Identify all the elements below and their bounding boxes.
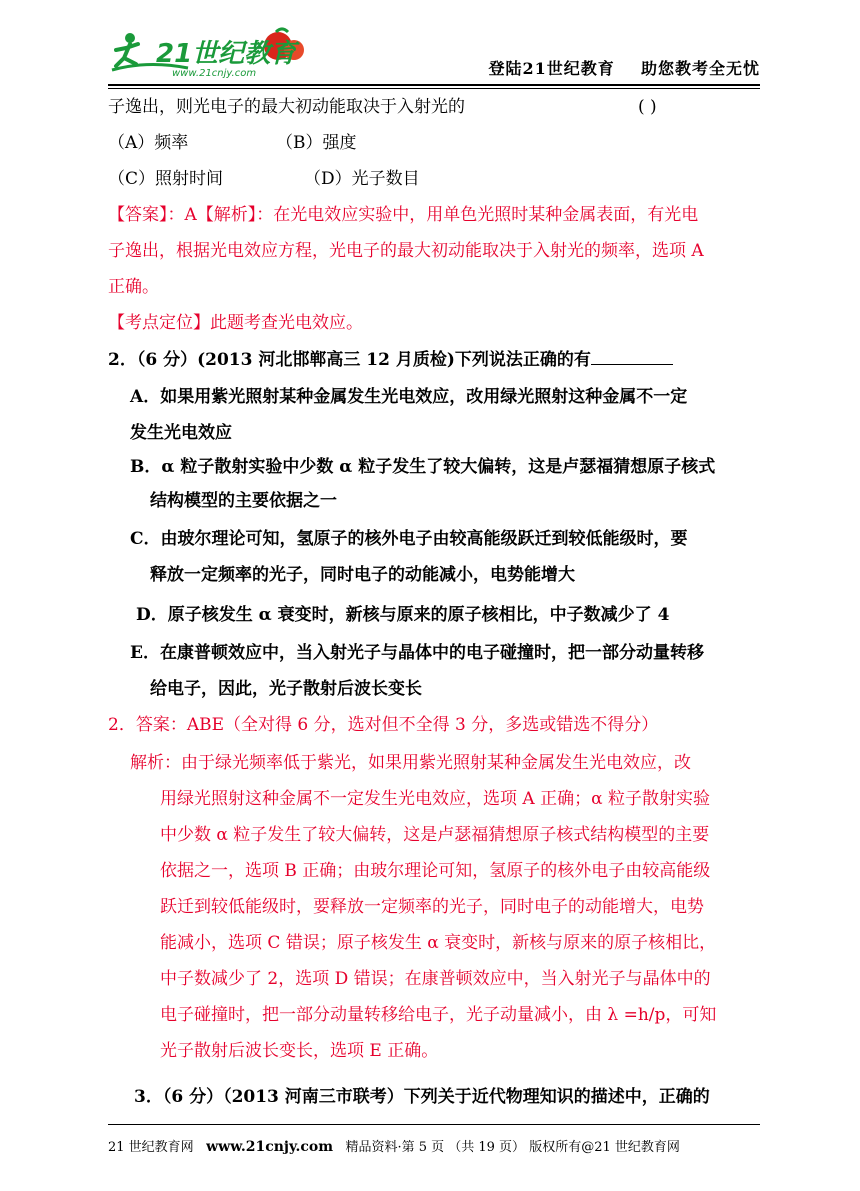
q1-stem: 子逸出，则光电子的最大初动能取决于入射光的: [108, 97, 465, 117]
footer-text: [108, 1136, 680, 1155]
q2-explanation-line3: 中少数 α 粒子发生了较大偏转，这是卢瑟福猜想原子核式结构模型的主要: [160, 825, 710, 845]
page-footer: [108, 1124, 760, 1164]
q2-option-c-line1: C．由玻尔理论可知，氢原子的核外电子由较高能级跃迁到较低能级时，要: [130, 529, 688, 549]
footer-url[interactable]: www.21cnjy.com: [206, 1139, 334, 1155]
q1-answer-line3: 正确。: [108, 277, 159, 297]
q1-option-c: （C）照射时间: [108, 169, 224, 189]
q2-explanation-line9: 光子散射后波长变长，选项 E 正确。: [160, 1041, 439, 1061]
site-logo: [108, 24, 318, 84]
q2-option-c-line2: 释放一定频率的光子，同时电子的动能减小，电势能增大: [150, 565, 575, 585]
q2-explanation-line7: 中子数减少了 2，选项 D 错误；在康普顿效应中，当入射光子与晶体中的: [160, 969, 711, 989]
q2-stem-text: 2．（6 分）(2013 河北邯郸高三 12 月质检)下列说法正确的有: [108, 350, 591, 370]
footer-site: 21 世纪教育网: [108, 1140, 194, 1155]
logo-url: www.21cnjy.com: [172, 68, 257, 79]
q2-explanation-line6: 能减小，选项 C 错误；原子核发生 α 衰变时，新核与原来的原子核相比，: [160, 933, 717, 953]
q2-option-b-line2: 结构模型的主要依据之一: [150, 491, 337, 511]
q1-answer-line2: 子逸出，根据光电效应方程，光电子的最大初动能取决于入射光的频率，选项 A: [108, 241, 704, 261]
footer-rule: [108, 1124, 760, 1125]
q2-option-a-line1: A．如果用紫光照射某种金属发生光电效应，改用绿光照射这种金属不一定: [130, 387, 688, 407]
logo-text: 21世纪教育: [156, 39, 297, 69]
header-rule-thin: [108, 88, 760, 89]
q2-option-a-line2: 发生光电效应: [130, 423, 232, 443]
q1-answer-line1: 【答案】：A【解析】：在光电效应实验中，用单色光照时某种金属表面，有光电: [108, 205, 699, 225]
q2-answer-blank: [591, 348, 673, 365]
q2-explanation-line4: 依据之一，选项 B 正确；由玻尔理论可知，氢原子的核外电子由较高能级: [160, 861, 711, 881]
q2-answer: 2．答案：ABE（全对得 6 分，选对但不全得 3 分，多选或错选不得分）: [108, 715, 659, 735]
q1-answer-paren: ( ): [638, 97, 657, 117]
header-rule: [108, 84, 760, 86]
q1-option-b: （B）强度: [276, 133, 357, 153]
page-header: [108, 14, 760, 90]
q2-explanation-line1: 解析：由于绿光频率低于紫光，如果用紫光照射某种金属发生光电效应，改: [130, 753, 691, 773]
footer-page-info: 精品资料·第 5 页 （共 19 页） 版权所有@21 世纪教育网: [345, 1140, 680, 1155]
q1-option-d: （D）光子数目: [304, 169, 420, 189]
q2-explanation-line2: 用绿光照射这种金属不一定发生光电效应，选项 A 正确；α 粒子散射实验: [160, 789, 710, 809]
q2-stem: [108, 348, 673, 371]
q1-option-a: （A）频率: [108, 133, 189, 153]
q3-stem: 3．（6 分）（2013 河南三市联考）下列关于近代物理知识的描述中，正确的: [134, 1087, 710, 1107]
q2-option-e-line2: 给电子，因此，光子散射后波长变长: [150, 679, 422, 699]
q2-option-b-line1: B．α 粒子散射实验中少数 α 粒子发生了较大偏转，这是卢瑟福猜想原子核式: [130, 457, 716, 477]
q2-option-e-line1: E．在康普顿效应中，当入射光子与晶体中的电子碰撞时，把一部分动量转移: [130, 643, 704, 663]
q2-explanation-line5: 跃迁到较低能级时，要释放一定频率的光子，同时电子的动能增大，电势: [160, 897, 704, 917]
q1-kaodian: 【考点定位】此题考查光电效应。: [108, 313, 363, 333]
header-slogan: 登陆21世纪教育 助您教考全无忧: [488, 59, 760, 78]
q2-option-d: D．原子核发生 α 衰变时，新核与原来的原子核相比，中子数减少了 4: [136, 605, 670, 625]
q2-explanation-line8: 电子碰撞时，把一部分动量转移给电子，光子动量减小，由 λ =h/p，可知: [160, 1005, 717, 1025]
